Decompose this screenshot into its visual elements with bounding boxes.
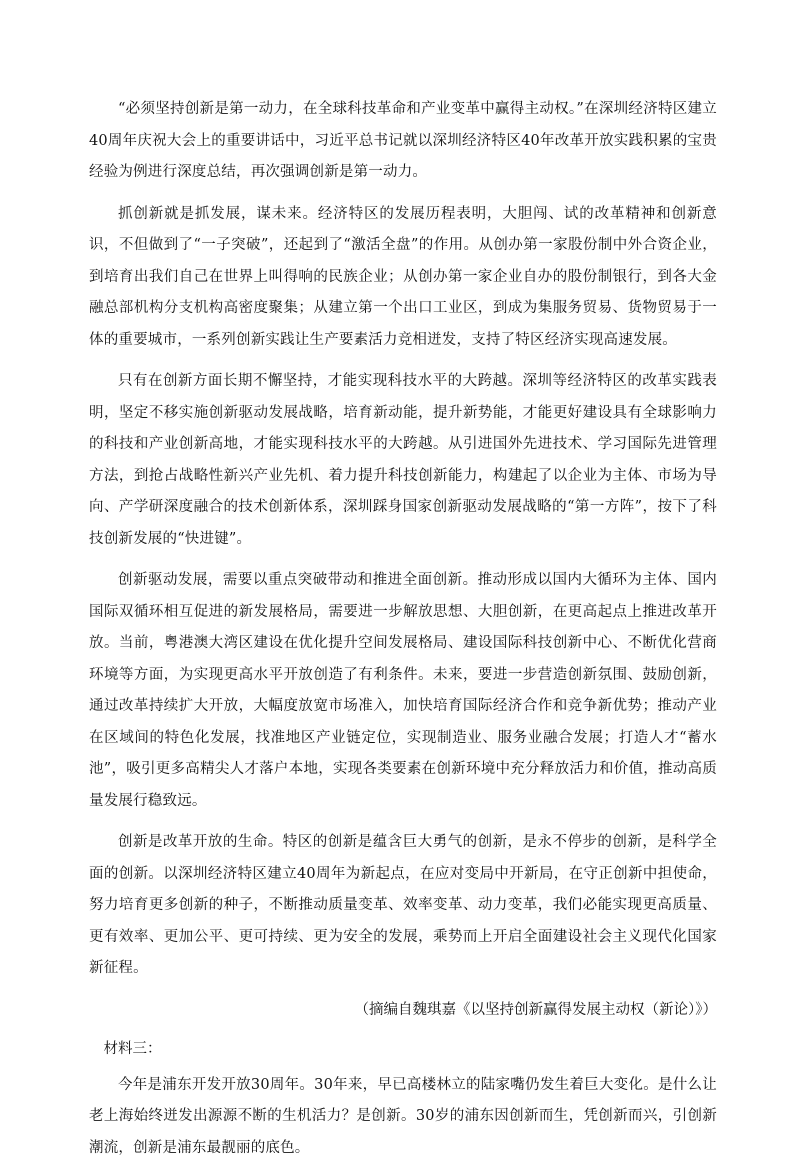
material-three-label: 材料三： xyxy=(103,1041,162,1057)
paragraph-3: 只有在创新方面长期不懈坚持，才能实现科技水平的大跨越。深圳等经济特区的改革实践表明，坚定不移实施创新驱动发展战略，培育新动能，提升新势能，才能更好建设具有全球影响力的科技和产业创新高地，才能实现科技水平的大跨越。从引进国外先进技术、学习国际先进管理方法，到抢占战略性新兴产业先机、着力提升科技创新能力，构建起了以企业为主体、市场为导向、产学研深度融合的技术创新体系，深圳踩身国家创新驱动发展战略的“第一方阵”，按下了科技创新发展的“快进键”。 xyxy=(89,373,717,547)
paragraph-5: 创新是改革开放的生命。特区的创新是蕴含巨大勇气的创新，是永不停步的创新，是科学全面的创新。以深圳经济特区建立40周年为新起点，在应对变局中开新局，在守正创新中担使命，努力培育更多创新的种子，不断推动质量变革、效率变革、动力变革，我们必能实现更高质量、更有效率、更加公平、更可持续、更为安全的发展，乘势而上开启全面建设社会主义现代化国家新征程。 xyxy=(89,834,717,976)
paragraph-2: 抓创新就是抓发展，谋未来。经济特区的发展历程表明，大胆闯、试的改革精神和创新意识，不但做到了“一子突破”，还起到了“激活全盘”的作用。从创办第一家股份制中外合资企业，到培育出我们自己在世界上叫得响的民族企业；从创办第一家企业自办的股份制银行，到各大金融总部机构分支机构高密度聚集；从建立第一个出口工业区，到成为集服务贸易、货物贸易于一体的重要城市，一系列创新实践让生产要素活力竞相迸发，支持了特区经济实现高速发展。 xyxy=(89,205,717,348)
paragraph-4: 创新驱动发展，需要以重点突破带动和推进全面创新。推动形成以国内大循环为主体、国内国际双循环相互促进的新发展格局，需要进一步解放思想、大胆创新，在更高起点上推进改革开放。当前，粤港澳大湾区建设在优化提升空间发展格局、建设国际科技创新中心、不断优化营商环境等方面，为实现更高水平开放创造了有利条件。未来，要进一步营造创新氛围、鼓励创新，通过改革持续扩大开放，大幅度放宽市场准入，加快培育国际经济合作和竞争新优势；推动产业在区域间的特色化发展，找准地区产业链定位，实现制造业、服务业融合发展；打造人才“蓄水池”，吸引更多高精尖人才落户本地，实现各类要素在创新环境中充分释放活力和价值，推动高质量发展行稳致远。 xyxy=(89,572,717,809)
paragraph-1: “必须坚持创新是第一动力，在全球科技革命和产业变革中赢得主动权。”在深圳经济特区建立40周年庆祝大会上的重要讲话中，习近平总书记就以深圳经济特区40年改革开放实践积累的宝贵经验为例进行深度总结，再次强调创新是第一动力。 xyxy=(89,101,717,180)
source-citation: （摘编自魏琪嘉《以坚持创新赢得发展主动权（新论）》） xyxy=(354,1001,717,1018)
material-three-paragraph-1: 今年是浦东开发开放30周年。30年来，早已高楼林立的陆家嘴仍发生着巨大变化。是什么让老上海始终迸发出源源不断的生机活力？是创新。30岁的浦东因创新而生，凭创新而兴，引创新潮流，创新是浦东最靓丽的底色。 xyxy=(89,1076,717,1156)
document-page xyxy=(89,94,717,1174)
